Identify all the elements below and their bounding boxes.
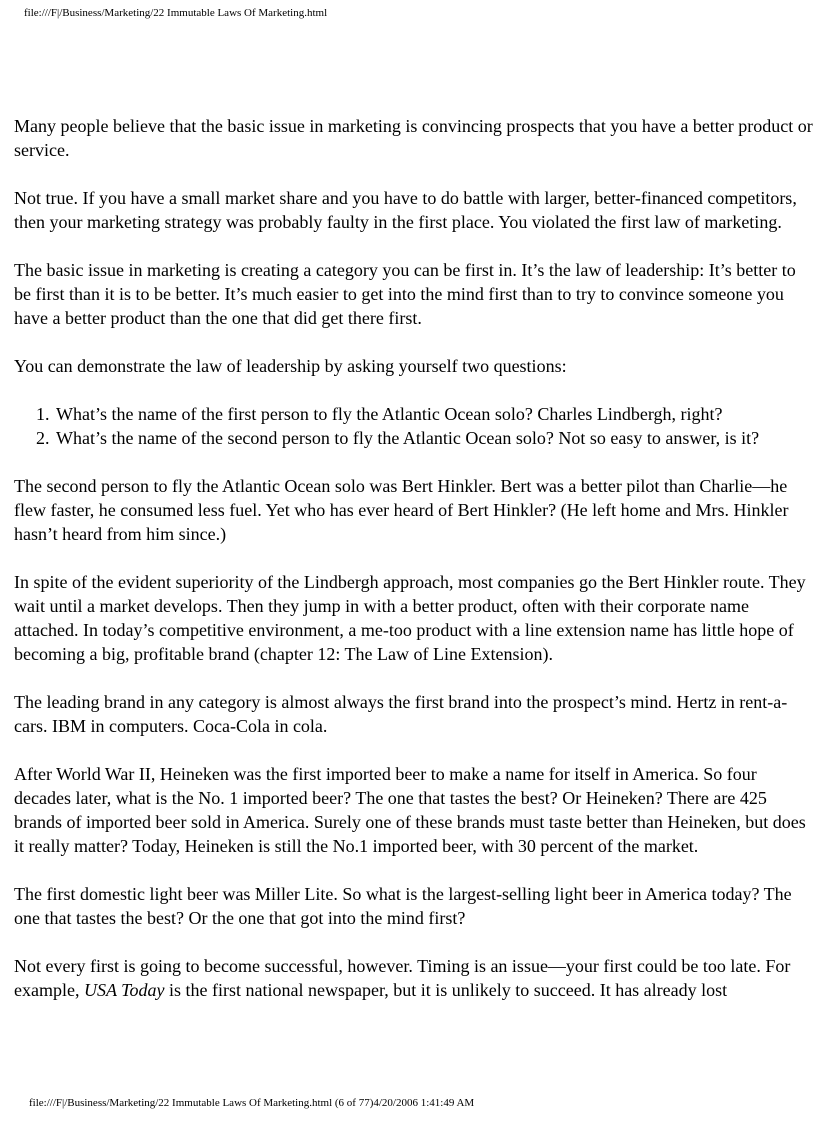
paragraph-text: is the first national newspaper, but it is unlikely to succeed. It has already lost xyxy=(164,980,728,1000)
questions-list xyxy=(14,402,814,450)
page-footer: file:///F|/Business/Marketing/22 Immutable Laws Of Marketing.html (6 of 77)4/20/2006 1:41:49 AM xyxy=(29,1097,475,1109)
paragraph: In spite of the evident superiority of the Lindbergh approach, most companies go the Bert Hinkler route. They wait until a market develops. Then they jump in with a better product, often with their corporate name attached. In today’s competitive environment, a me-too product with a line extension name has little hope of becoming a big, profitable brand (chapter 12: The Law of Line Extension). xyxy=(14,572,806,664)
list-item: 2. What’s the name of the second person to fly the Atlantic Ocean solo? Not so easy to answer, is it? xyxy=(54,426,814,450)
paragraph: The second person to fly the Atlantic Ocean solo was Bert Hinkler. Bert was a better pilot than Charlie—he flew faster, he consumed less fuel. Yet who has ever heard of Bert Hinkler? (He left home and Mrs. Hinkler hasn’t heard from him since.) xyxy=(14,476,789,544)
paragraph: The first domestic light beer was Miller Lite. So what is the largest-selling light beer in America today? The one that tastes the best? Or the one that got into the mind first? xyxy=(14,884,792,928)
newspaper-title: USA Today xyxy=(83,980,165,1000)
document-body xyxy=(14,114,814,1026)
page-header-url: file:///F|/Business/Marketing/22 Immutable Laws Of Marketing.html xyxy=(24,7,328,19)
paragraph: The basic issue in marketing is creating a category you can be first in. It’s the law of leadership: It’s better to be first than it is to be better. It’s much easier to get into the mind first than to try to convince someone you have a better product than the one that did get there first. xyxy=(14,260,796,328)
paragraph xyxy=(14,954,814,1002)
paragraph-text: Not every first is going to become successful, however. Timing is an issue—your first could be too late. For example, xyxy=(14,956,791,1000)
list-item: 1. What’s the name of the first person to fly the Atlantic Ocean solo? Charles Lindbergh, right? xyxy=(54,402,814,426)
paragraph: Not true. If you have a small market share and you have to do battle with larger, better-financed competitors, then your marketing strategy was probably faulty in the first place. You violated the first law of marketing. xyxy=(14,188,797,232)
paragraph: Many people believe that the basic issue in marketing is convincing prospects that you have a better product or service. xyxy=(14,116,813,160)
paragraph: The leading brand in any category is almost always the first brand into the prospect’s mind. Hertz in rent-a-cars. IBM in computers. Coca-Cola in cola. xyxy=(14,692,788,736)
paragraph: You can demonstrate the law of leadership by asking yourself two questions: xyxy=(14,356,567,376)
paragraph: After World War II, Heineken was the first imported beer to make a name for itself in America. So four decades later, what is the No. 1 imported beer? The one that tastes the best? Or Heineken? There are 425 brands of imported beer sold in America. Surely one of these brands must taste better than Heineken, but does it really matter? Today, Heineken is still the No.1 imported beer, with 30 percent of the market. xyxy=(14,764,806,856)
